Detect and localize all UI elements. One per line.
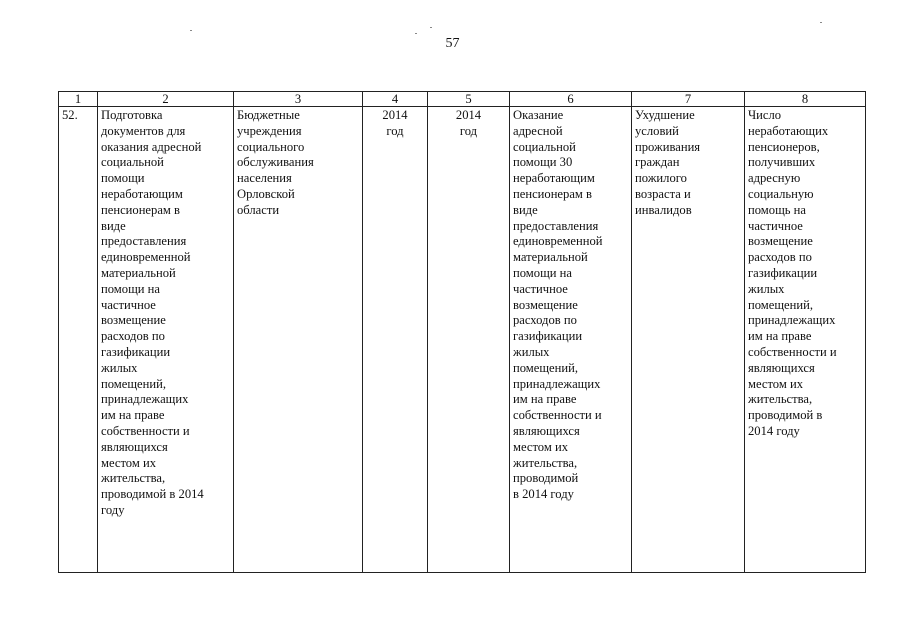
executor-text: Бюджетные учреждения социального обслуживания населения Орловской области [237, 108, 314, 217]
consequence-cell [632, 107, 745, 573]
row-number-cell [59, 107, 98, 573]
column-number: 1 [59, 92, 98, 107]
column-number: 6 [510, 92, 632, 107]
start-year-text: 2014 год [382, 108, 408, 138]
scan-speck [415, 33, 417, 34]
end-year-text: 2014 год [455, 108, 482, 138]
column-number: 2 [98, 92, 234, 107]
column-number: 7 [632, 92, 745, 107]
page-number: 57 [445, 36, 460, 51]
column-number-row [59, 92, 866, 107]
scan-speck [430, 27, 432, 28]
column-number: 4 [363, 92, 428, 107]
end-year-cell [428, 107, 510, 573]
indicator-text: Число неработающих пенсионеров, получивших адресную социальную помощь на частичное возмещение расходов по газификации жилых помещений, принадлежащих им на праве собственности и являющихся местом их жительства, проводимой в 2014 году [748, 108, 837, 438]
event-text: Подготовка документов для оказания адресной социальной помощи неработающим пенсионерам в виде предоставления единовременной материальной помощи на частичное возмещение расходов по газификации жилых помещений, принадлежащих им на праве собственности и являющихся местом их жительства, проводимой в 2014 году [101, 108, 204, 517]
column-number: 5 [428, 92, 510, 107]
result-cell [510, 107, 632, 573]
scan-speck [820, 22, 822, 23]
column-number: 8 [745, 92, 866, 107]
table-row [59, 107, 866, 573]
result-text: Оказание адресной социальной помощи 30 неработающим пенсионерам в виде предоставления единовременной материальной помощи на частичное возмещение расходов по газификации жилых помещений, принадлежащих им на праве собственности и являющихся местом их жительства, проводимой в 2014 году [513, 108, 603, 502]
row-number: 52. [62, 108, 78, 122]
measures-table [58, 91, 866, 573]
indicator-cell [745, 107, 866, 573]
scan-speck [190, 30, 192, 31]
event-cell [98, 107, 234, 573]
column-number: 3 [234, 92, 363, 107]
start-year-cell [363, 107, 428, 573]
consequence-text: Ухудшение условий проживания граждан пожилого возраста и инвалидов [635, 108, 701, 217]
executor-cell [234, 107, 363, 573]
